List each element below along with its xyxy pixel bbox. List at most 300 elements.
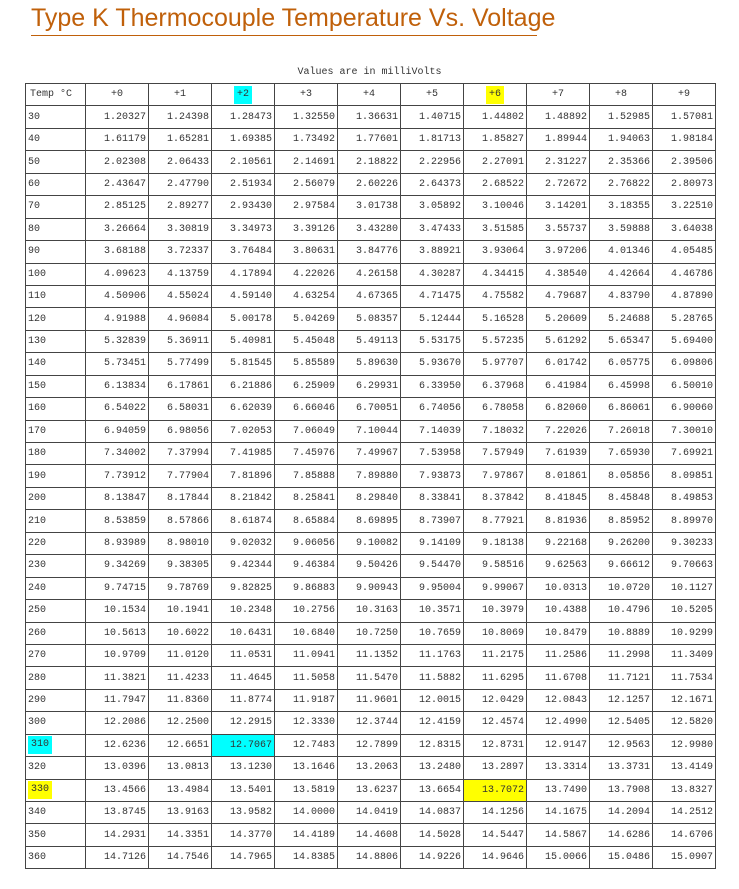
temp-cell: 60 [26,173,86,195]
value-cell: 14.5447 [464,824,527,846]
value-cell: 7.77904 [149,465,212,487]
value-cell: 8.77921 [464,510,527,532]
value-cell: 4.87890 [653,285,716,307]
value-cell: 3.47433 [401,218,464,240]
value-cell: 6.45998 [590,375,653,397]
value-cell: 8.89970 [653,510,716,532]
value-cell: 12.0429 [464,689,527,711]
value-cell: 1.98184 [653,128,716,150]
table-row [26,128,716,150]
value-cell: 10.8889 [590,622,653,644]
value-cell: 6.82060 [527,398,590,420]
value-cell: 10.6840 [275,622,338,644]
value-cell: 7.45976 [275,443,338,465]
value-cell: 5.69400 [653,330,716,352]
header-offset [212,84,275,106]
value-cell: 7.53958 [401,443,464,465]
table-row [26,420,716,442]
value-cell: 10.2756 [275,600,338,622]
value-cell: 8.81936 [527,510,590,532]
value-cell: 12.6236 [86,734,149,756]
value-cell: 9.30233 [653,532,716,554]
temp-cell: 110 [26,285,86,307]
value-cell: 6.37968 [464,375,527,397]
value-cell: 12.1671 [653,689,716,711]
value-cell: 11.6708 [527,667,590,689]
value-cell: 13.2897 [464,757,527,779]
value-cell: 1.48892 [527,106,590,128]
value-cell: 8.57866 [149,510,212,532]
temp-cell: 50 [26,151,86,173]
value-cell: 11.3821 [86,667,149,689]
temp-cell: 250 [26,600,86,622]
value-cell: 1.61179 [86,128,149,150]
value-cell: 8.69895 [338,510,401,532]
value-cell: 6.90060 [653,398,716,420]
value-cell: 3.26664 [86,218,149,240]
temp-cell: 80 [26,218,86,240]
value-cell: 5.40981 [212,330,275,352]
value-cell: 10.2348 [212,600,275,622]
value-cell: 10.1534 [86,600,149,622]
value-cell: 3.88921 [401,241,464,263]
value-cell: 12.8315 [401,734,464,756]
temp-cell: 40 [26,128,86,150]
value-cell: 11.7947 [86,689,149,711]
value-cell: 2.39506 [653,151,716,173]
value-cell: 5.65347 [590,330,653,352]
value-cell: 12.9563 [590,734,653,756]
temp-cell: 30 [26,106,86,128]
value-cell: 12.5405 [590,712,653,734]
value-cell: 6.78058 [464,398,527,420]
table-row [26,779,716,801]
value-cell: 1.85827 [464,128,527,150]
value-cell: 14.3770 [212,824,275,846]
value-cell: 2.18822 [338,151,401,173]
value-cell: 9.34269 [86,555,149,577]
header-offset: +3 [275,84,338,106]
temp-cell: 260 [26,622,86,644]
value-cell: 6.54022 [86,398,149,420]
value-cell: 9.82825 [212,577,275,599]
value-cell: 14.3351 [149,824,212,846]
temp-cell: 270 [26,644,86,666]
table-row [26,600,716,622]
value-cell: 9.10082 [338,532,401,554]
table-row [26,375,716,397]
value-cell: 14.4189 [275,824,338,846]
value-cell: 3.59888 [590,218,653,240]
temp-cell [26,734,86,756]
value-cell: 9.99067 [464,577,527,599]
value-cell: 3.93064 [464,241,527,263]
table-body [26,106,716,869]
value-cell: 5.36911 [149,330,212,352]
table-row [26,487,716,509]
value-cell: 3.68188 [86,241,149,263]
value-cell: 13.9582 [212,802,275,824]
table-row [26,263,716,285]
value-cell: 1.69385 [212,128,275,150]
value-cell: 3.14201 [527,196,590,218]
temp-cell: 200 [26,487,86,509]
value-cell: 10.7250 [338,622,401,644]
value-cell: 9.54470 [401,555,464,577]
header-row [26,84,716,106]
value-cell: 14.2094 [590,802,653,824]
value-cell: 11.3409 [653,644,716,666]
value-cell: 13.8745 [86,802,149,824]
value-cell: 5.77499 [149,353,212,375]
temp-cell: 100 [26,263,86,285]
value-cell: 8.09851 [653,465,716,487]
thermocouple-table [25,83,716,869]
value-cell: 10.4388 [527,600,590,622]
value-cell: 4.22026 [275,263,338,285]
header-offset: +0 [86,84,149,106]
value-cell: 11.9187 [275,689,338,711]
value-cell: 10.9299 [653,622,716,644]
value-cell: 1.36631 [338,106,401,128]
value-cell: 3.64038 [653,218,716,240]
value-cell: 7.85888 [275,465,338,487]
value-cell: 4.46786 [653,263,716,285]
value-cell: 2.72672 [527,173,590,195]
value-cell: 2.51934 [212,173,275,195]
temp-highlight-yellow: 330 [28,781,52,799]
value-cell: 9.06056 [275,532,338,554]
value-cell: 9.02032 [212,532,275,554]
value-highlight-cyan: 12.7067 [212,734,275,756]
value-cell: 9.62563 [527,555,590,577]
value-cell: 9.26200 [590,532,653,554]
value-cell: 3.34973 [212,218,275,240]
header-offset: +5 [401,84,464,106]
value-cell: 11.7534 [653,667,716,689]
page-title: Type K Thermocouple Temperature Vs. Voltage [31,4,556,32]
value-cell: 12.5820 [653,712,716,734]
value-cell: 11.2998 [590,644,653,666]
value-cell: 13.1230 [212,757,275,779]
value-cell: 3.76484 [212,241,275,263]
value-cell: 11.8360 [149,689,212,711]
value-cell: 5.53175 [401,330,464,352]
value-cell: 8.73907 [401,510,464,532]
value-cell: 8.25841 [275,487,338,509]
value-cell: 12.8731 [464,734,527,756]
value-cell: 11.5882 [401,667,464,689]
value-cell: 13.3731 [590,757,653,779]
table-row [26,622,716,644]
value-cell: 4.91988 [86,308,149,330]
temp-cell: 120 [26,308,86,330]
value-cell: 9.90943 [338,577,401,599]
value-cell: 12.9147 [527,734,590,756]
value-cell: 9.14109 [401,532,464,554]
value-cell: 14.5028 [401,824,464,846]
temp-cell: 90 [26,241,86,263]
value-cell: 12.3330 [275,712,338,734]
value-cell: 1.32550 [275,106,338,128]
value-cell: 7.49967 [338,443,401,465]
value-cell: 2.22956 [401,151,464,173]
value-cell: 3.30819 [149,218,212,240]
value-cell: 9.74715 [86,577,149,599]
value-cell: 3.72337 [149,241,212,263]
value-cell: 4.13759 [149,263,212,285]
table-row [26,757,716,779]
value-cell: 14.8806 [338,846,401,868]
temp-cell [26,779,86,801]
value-cell: 6.25909 [275,375,338,397]
value-cell: 12.4159 [401,712,464,734]
temp-cell: 140 [26,353,86,375]
header-highlight-cyan: +2 [234,86,252,104]
title-underline [31,35,537,36]
header-highlight-yellow: +6 [486,86,504,104]
value-cell: 1.81713 [401,128,464,150]
units-note: Values are in milliVolts [297,67,442,78]
value-cell: 10.0313 [527,577,590,599]
table-row [26,330,716,352]
value-cell: 7.89880 [338,465,401,487]
value-cell: 13.5401 [212,779,275,801]
value-cell: 3.05892 [401,196,464,218]
value-cell: 2.06433 [149,151,212,173]
value-cell: 11.7121 [590,667,653,689]
value-cell: 3.39126 [275,218,338,240]
value-cell: 7.06049 [275,420,338,442]
value-cell: 8.13847 [86,487,149,509]
value-cell: 3.01738 [338,196,401,218]
value-cell: 4.79687 [527,285,590,307]
value-cell: 6.05775 [590,353,653,375]
value-cell: 11.4645 [212,667,275,689]
value-cell: 10.4796 [590,600,653,622]
value-cell: 14.1675 [527,802,590,824]
value-cell: 6.94059 [86,420,149,442]
table-row [26,846,716,868]
value-cell: 7.61939 [527,443,590,465]
value-cell: 2.85125 [86,196,149,218]
value-cell: 14.0000 [275,802,338,824]
value-cell: 8.37842 [464,487,527,509]
value-cell: 4.34415 [464,263,527,285]
value-cell: 2.43647 [86,173,149,195]
value-cell: 7.81896 [212,465,275,487]
table-row [26,285,716,307]
value-cell: 8.05856 [590,465,653,487]
value-cell: 14.0419 [338,802,401,824]
value-cell: 4.30287 [401,263,464,285]
value-cell: 6.09806 [653,353,716,375]
temp-cell: 160 [26,398,86,420]
table-row [26,712,716,734]
value-cell: 7.73912 [86,465,149,487]
value-cell: 5.32839 [86,330,149,352]
value-cell: 10.3979 [464,600,527,622]
table-row [26,106,716,128]
value-cell: 9.38305 [149,555,212,577]
value-cell: 14.7965 [212,846,275,868]
temp-cell: 350 [26,824,86,846]
table-row [26,241,716,263]
value-cell: 10.7659 [401,622,464,644]
value-cell: 14.6706 [653,824,716,846]
temp-cell: 320 [26,757,86,779]
table-row [26,398,716,420]
value-cell: 9.66612 [590,555,653,577]
value-cell: 1.73492 [275,128,338,150]
table-row [26,151,716,173]
value-cell: 6.66046 [275,398,338,420]
header-offset [464,84,527,106]
value-cell: 7.41985 [212,443,275,465]
value-cell: 2.27091 [464,151,527,173]
value-cell: 14.6286 [590,824,653,846]
value-cell: 5.73451 [86,353,149,375]
value-cell: 2.89277 [149,196,212,218]
value-cell: 4.59140 [212,285,275,307]
value-cell: 13.1646 [275,757,338,779]
value-cell: 6.58031 [149,398,212,420]
value-cell: 6.86061 [590,398,653,420]
header-offset: +9 [653,84,716,106]
header-offset: +4 [338,84,401,106]
temp-cell: 210 [26,510,86,532]
table-row [26,689,716,711]
value-cell: 7.34002 [86,443,149,465]
value-cell: 7.65930 [590,443,653,465]
temp-cell: 300 [26,712,86,734]
value-cell: 5.28765 [653,308,716,330]
value-cell: 1.57081 [653,106,716,128]
value-cell: 13.2063 [338,757,401,779]
value-cell: 10.9709 [86,644,149,666]
value-cell: 6.70051 [338,398,401,420]
value-cell: 1.77601 [338,128,401,150]
value-cell: 5.89630 [338,353,401,375]
table-row [26,510,716,532]
value-cell: 5.57235 [464,330,527,352]
value-cell: 7.93873 [401,465,464,487]
value-cell: 10.1127 [653,577,716,599]
value-highlight-yellow: 13.7072 [464,779,527,801]
value-cell: 8.33841 [401,487,464,509]
temp-cell: 220 [26,532,86,554]
value-cell: 11.6295 [464,667,527,689]
value-cell: 9.95004 [401,577,464,599]
value-cell: 11.5058 [275,667,338,689]
value-cell: 5.20609 [527,308,590,330]
value-cell: 2.64373 [401,173,464,195]
value-cell: 1.65281 [149,128,212,150]
value-cell: 3.51585 [464,218,527,240]
table-row [26,644,716,666]
value-cell: 11.0120 [149,644,212,666]
value-cell: 6.13834 [86,375,149,397]
value-cell: 2.35366 [590,151,653,173]
value-cell: 13.6237 [338,779,401,801]
table-row [26,308,716,330]
value-cell: 4.75582 [464,285,527,307]
value-cell: 5.00178 [212,308,275,330]
value-cell: 9.78769 [149,577,212,599]
value-cell: 13.4149 [653,757,716,779]
value-cell: 4.09623 [86,263,149,285]
value-cell: 1.28473 [212,106,275,128]
value-cell: 8.93989 [86,532,149,554]
value-cell: 9.50426 [338,555,401,577]
value-cell: 2.60226 [338,173,401,195]
table-row [26,734,716,756]
value-cell: 4.96084 [149,308,212,330]
value-cell: 2.10561 [212,151,275,173]
value-cell: 14.0837 [401,802,464,824]
value-cell: 8.65884 [275,510,338,532]
value-cell: 3.22510 [653,196,716,218]
header-temp: Temp °C [26,84,86,106]
value-cell: 2.56079 [275,173,338,195]
temp-cell: 70 [26,196,86,218]
value-cell: 4.05485 [653,241,716,263]
value-cell: 12.4990 [527,712,590,734]
value-cell: 8.21842 [212,487,275,509]
value-cell: 3.18355 [590,196,653,218]
value-cell: 14.5867 [527,824,590,846]
value-cell: 11.0941 [275,644,338,666]
value-cell: 4.55024 [149,285,212,307]
value-cell: 11.1352 [338,644,401,666]
value-cell: 2.97584 [275,196,338,218]
temp-cell: 340 [26,802,86,824]
value-cell: 3.80631 [275,241,338,263]
table-row [26,465,716,487]
header-offset: +7 [527,84,590,106]
value-cell: 1.52985 [590,106,653,128]
value-cell: 9.86883 [275,577,338,599]
value-cell: 11.2586 [527,644,590,666]
value-cell: 12.7483 [275,734,338,756]
table-row [26,353,716,375]
value-cell: 13.2480 [401,757,464,779]
table-row [26,555,716,577]
value-cell: 4.38540 [527,263,590,285]
value-cell: 10.5613 [86,622,149,644]
value-cell: 6.33950 [401,375,464,397]
value-cell: 5.85589 [275,353,338,375]
value-cell: 14.2931 [86,824,149,846]
value-cell: 6.29931 [338,375,401,397]
value-cell: 7.69921 [653,443,716,465]
value-cell: 13.3314 [527,757,590,779]
value-cell: 13.7490 [527,779,590,801]
value-cell: 9.22168 [527,532,590,554]
table-row [26,577,716,599]
table-row [26,443,716,465]
temp-cell: 150 [26,375,86,397]
value-cell: 11.5470 [338,667,401,689]
value-cell: 8.29840 [338,487,401,509]
value-cell: 4.50906 [86,285,149,307]
value-cell: 11.1763 [401,644,464,666]
value-cell: 15.0486 [590,846,653,868]
value-cell: 6.74056 [401,398,464,420]
value-cell: 13.4984 [149,779,212,801]
temp-cell: 230 [26,555,86,577]
value-cell: 13.7908 [590,779,653,801]
